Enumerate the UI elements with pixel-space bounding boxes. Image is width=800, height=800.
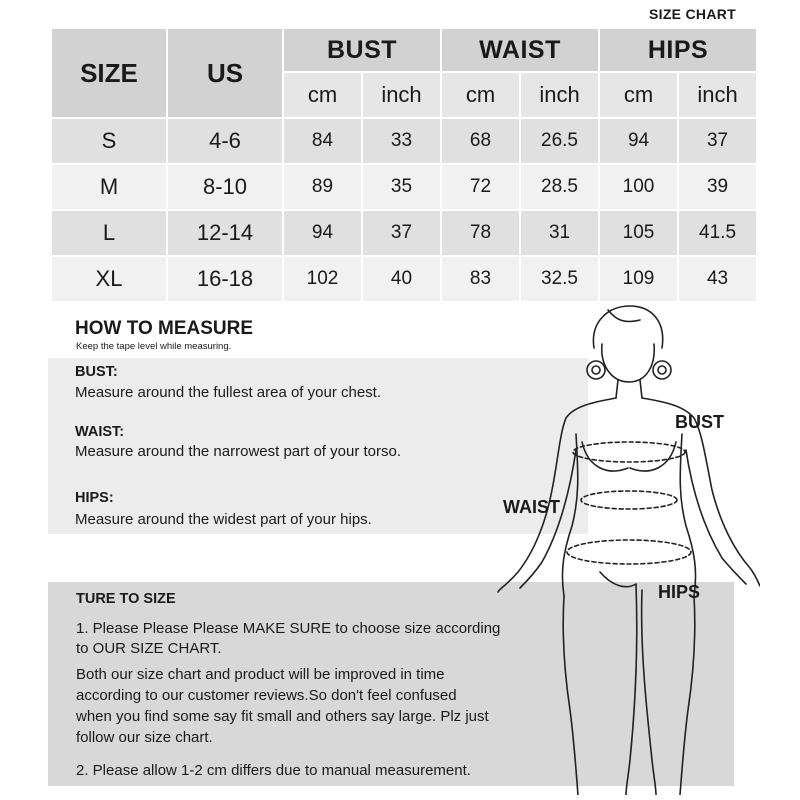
size-chart-label: SIZE CHART	[649, 6, 736, 22]
bust-cm-cell: 94	[284, 211, 361, 255]
waist-cm-cell: 68	[442, 119, 519, 163]
size-column-header: SIZE	[52, 29, 166, 117]
bust-inch-cell: 37	[363, 211, 440, 255]
waist-inch-cell: 32.5	[521, 257, 598, 301]
how-to-measure-subtitle: Keep the tape level while measuring.	[76, 341, 232, 352]
hips-inch-cell: 43	[679, 257, 756, 301]
table-row	[52, 165, 756, 209]
note-line: 2. Please allow 1-2 cm differs due to manual measurement.	[76, 762, 471, 779]
hips-inch-cell: 37	[679, 119, 756, 163]
waist-cm-cell: 72	[442, 165, 519, 209]
note-line: when you find some say fit small and others say large. Plz just	[76, 708, 489, 725]
unit-header: cm	[600, 73, 677, 117]
note-line: Both our size chart and product will be improved in time	[76, 666, 445, 683]
unit-header: inch	[679, 73, 756, 117]
unit-header: cm	[284, 73, 361, 117]
bust-cm-cell: 84	[284, 119, 361, 163]
size-cell: M	[52, 165, 166, 209]
unit-header: cm	[442, 73, 519, 117]
us-cell: 12-14	[168, 211, 282, 255]
unit-header: inch	[521, 73, 598, 117]
table-row	[52, 119, 756, 163]
bust-inch-cell: 33	[363, 119, 440, 163]
bust-cm-cell: 89	[284, 165, 361, 209]
note-line: to OUR SIZE CHART.	[76, 640, 222, 657]
hips-inch-cell: 39	[679, 165, 756, 209]
hips-cm-cell: 105	[600, 211, 677, 255]
waist-instruction-text: Measure around the narrowest part of your torso.	[75, 443, 402, 460]
bust-instruction-label: BUST:	[75, 364, 118, 380]
note-line: 1. Please Please Please MAKE SURE to choose size according	[76, 620, 501, 637]
hips-group-header: HIPS	[600, 29, 756, 71]
size-cell: XL	[52, 257, 166, 301]
note-line: follow our size chart.	[76, 729, 213, 746]
hips-instruction-text: Measure around the widest part of your hips.	[75, 511, 372, 528]
waist-cm-cell: 83	[442, 257, 519, 301]
body-figure-illustration	[490, 300, 760, 795]
waist-inch-cell: 26.5	[521, 119, 598, 163]
waist-cm-cell: 78	[442, 211, 519, 255]
bust-cm-cell: 102	[284, 257, 361, 301]
hips-instruction-label: HIPS:	[75, 490, 114, 506]
size-cell: S	[52, 119, 166, 163]
table-row	[52, 257, 756, 301]
size-cell: L	[52, 211, 166, 255]
bust-group-header: BUST	[284, 29, 440, 71]
figure-hips-label: HIPS	[658, 582, 701, 602]
note-line: according to our customer reviews.So don't feel confused	[76, 687, 457, 704]
waist-group-header: WAIST	[442, 29, 598, 71]
how-to-measure-title: HOW TO MEASURE	[75, 318, 254, 339]
us-cell: 16-18	[168, 257, 282, 301]
us-cell: 8-10	[168, 165, 282, 209]
bust-inch-cell: 35	[363, 165, 440, 209]
waist-inch-cell: 31	[521, 211, 598, 255]
us-cell: 4-6	[168, 119, 282, 163]
figure-waist-label: WAIST	[503, 497, 560, 517]
true-to-size-title: TURE TO SIZE	[76, 591, 176, 607]
size-table	[50, 27, 758, 303]
waist-inch-cell: 28.5	[521, 165, 598, 209]
bust-inch-cell: 40	[363, 257, 440, 301]
hips-cm-cell: 94	[600, 119, 677, 163]
us-column-header: US	[168, 29, 282, 117]
table-row	[52, 211, 756, 255]
hips-cm-cell: 109	[600, 257, 677, 301]
bust-instruction-text: Measure around the fullest area of your chest.	[75, 384, 382, 401]
waist-instruction-label: WAIST:	[75, 424, 125, 440]
hips-cm-cell: 100	[600, 165, 677, 209]
figure-bust-label: BUST	[675, 412, 724, 432]
hips-inch-cell: 41.5	[679, 211, 756, 255]
unit-header: inch	[363, 73, 440, 117]
